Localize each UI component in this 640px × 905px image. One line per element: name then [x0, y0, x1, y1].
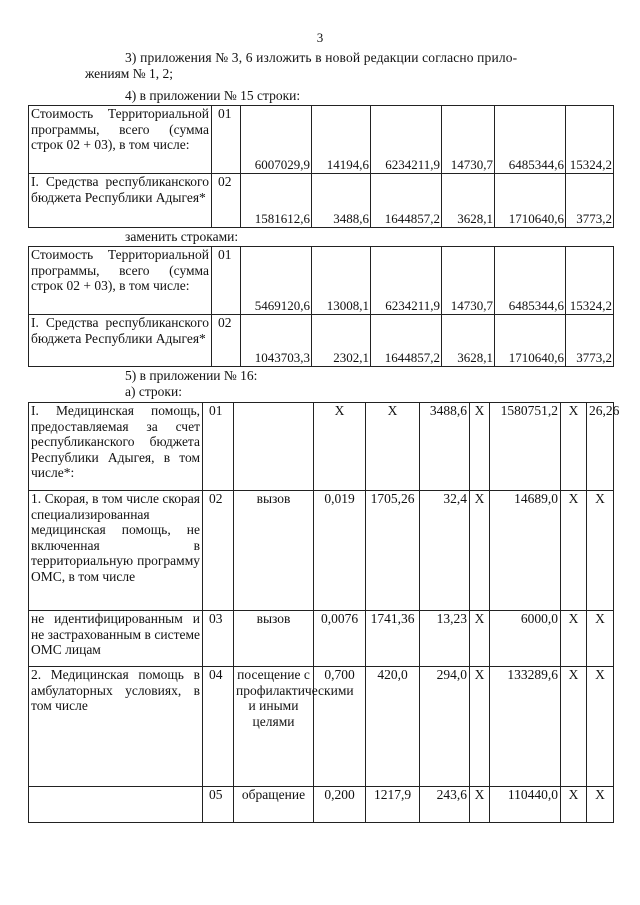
- table-row: [29, 247, 614, 315]
- cell-value: 14730,7: [442, 247, 495, 315]
- row-unit: вызов: [234, 611, 314, 667]
- cell-value: X: [561, 611, 587, 667]
- cell-value: X: [470, 611, 490, 667]
- paragraph-4: 4) в приложении № 15 строки:: [125, 88, 301, 103]
- cell-value: 0,019: [314, 491, 366, 611]
- cell-value: 13008,1: [312, 247, 371, 315]
- cell-value: 1043703,3: [241, 315, 312, 367]
- row-code: 05: [203, 787, 234, 823]
- cell-value: 6000,0: [490, 611, 561, 667]
- row-label: I. Медицинская помощь, предоставляемая за счет республиканского бюджета Республики Адыгея, в том числе*:: [29, 403, 203, 491]
- row-code: 02: [212, 315, 241, 367]
- cell-value: 1217,9: [366, 787, 420, 823]
- cell-value: 15324,2: [566, 247, 614, 315]
- cell-value: X: [561, 491, 587, 611]
- cell-value: X: [587, 491, 614, 611]
- cell-value: 14730,7: [442, 106, 495, 174]
- cell-value: X: [314, 403, 366, 491]
- cell-value: 6234211,9: [371, 106, 442, 174]
- cell-value: X: [470, 667, 490, 787]
- cell-value: 243,6: [420, 787, 470, 823]
- cell-value: X: [470, 403, 490, 491]
- cell-value: 6007029,9: [241, 106, 312, 174]
- cell-value: 3628,1: [442, 315, 495, 367]
- cell-value: X: [561, 787, 587, 823]
- cell-value: 3488,6: [420, 403, 470, 491]
- table-row: [29, 174, 614, 228]
- row-label: 1. Скорая, в том числе скорая специализированная медицинская помощь, не включенная в территориальную программу ОМС, в том числе: [29, 491, 203, 611]
- cell-value: 3773,2: [566, 315, 614, 367]
- cell-value: 1580751,2: [490, 403, 561, 491]
- cell-value: 0,200: [314, 787, 366, 823]
- cell-value: X: [470, 787, 490, 823]
- cell-value: 32,4: [420, 491, 470, 611]
- row-unit: [234, 403, 314, 491]
- cell-value: 26,26: [587, 403, 614, 491]
- cell-value: X: [561, 667, 587, 787]
- table-row: [29, 315, 614, 367]
- replace-with-label: заменить строками:: [125, 229, 239, 244]
- table-row: [29, 106, 614, 174]
- cell-value: 1710640,6: [495, 174, 566, 228]
- cell-value: 15324,2: [566, 106, 614, 174]
- paragraph-3: [85, 50, 585, 82]
- row-code: 02: [203, 491, 234, 611]
- row-label: I. Средства республиканского бюджета Республики Адыгея*: [29, 315, 212, 367]
- cell-value: 3628,1: [442, 174, 495, 228]
- row-code: 01: [212, 106, 241, 174]
- page-number: 3: [316, 30, 324, 45]
- cell-value: 1705,26: [366, 491, 420, 611]
- cell-value: 133289,6: [490, 667, 561, 787]
- table-row: [29, 403, 614, 491]
- row-label: не идентифицированным и не застрахованным в системе ОМС лицам: [29, 611, 203, 667]
- row-code: 01: [203, 403, 234, 491]
- cell-value: X: [587, 611, 614, 667]
- row-label: [29, 787, 203, 823]
- cell-value: X: [587, 667, 614, 787]
- row-code: 03: [203, 611, 234, 667]
- row-label: Стоимость Территориальной программы, всего (сумма строк 02 + 03), в том числе:: [29, 106, 212, 174]
- cell-value: 13,23: [420, 611, 470, 667]
- cell-value: X: [587, 787, 614, 823]
- cell-value: 6485344,6: [495, 247, 566, 315]
- row-label: Стоимость Территориальной программы, всего (сумма строк 02 + 03), в том числе:: [29, 247, 212, 315]
- row-unit: обращение: [234, 787, 314, 823]
- table-row: [29, 667, 614, 787]
- cell-value: 1741,36: [366, 611, 420, 667]
- row-code: 02: [212, 174, 241, 228]
- row-label: 2. Медицинская помощь в амбулаторных условиях, в том числе: [29, 667, 203, 787]
- table-row: [29, 491, 614, 611]
- row-code: 01: [212, 247, 241, 315]
- cell-value: 1644857,2: [371, 315, 442, 367]
- cell-value: 3773,2: [566, 174, 614, 228]
- cell-value: 0,700: [314, 667, 366, 787]
- table-row: [29, 787, 614, 823]
- cell-value: 6485344,6: [495, 106, 566, 174]
- appendix-15-new-rows-table: [28, 246, 614, 367]
- paragraph-3-line-1: 3) приложения № 3, 6 изложить в новой редакции согласно прило-: [125, 50, 518, 65]
- cell-value: 0,0076: [314, 611, 366, 667]
- cell-value: 14689,0: [490, 491, 561, 611]
- paragraph-5a: а) строки:: [125, 384, 182, 399]
- row-unit: вызов: [234, 491, 314, 611]
- appendix-15-old-rows-table: [28, 105, 614, 228]
- cell-value: X: [366, 403, 420, 491]
- cell-value: 1710640,6: [495, 315, 566, 367]
- cell-value: 1644857,2: [371, 174, 442, 228]
- row-label: I. Средства республиканского бюджета Республики Адыгея*: [29, 174, 212, 228]
- appendix-16-rows-table: [28, 402, 620, 823]
- cell-value: 1581612,6: [241, 174, 312, 228]
- cell-value: 5469120,6: [241, 247, 312, 315]
- cell-value: 294,0: [420, 667, 470, 787]
- paragraph-3-line-2: жениям № 1, 2;: [85, 66, 173, 81]
- table-row: [29, 611, 614, 667]
- cell-value: 14194,6: [312, 106, 371, 174]
- cell-value: 110440,0: [490, 787, 561, 823]
- cell-value: 6234211,9: [371, 247, 442, 315]
- row-code: 04: [203, 667, 234, 787]
- cell-value: X: [561, 403, 587, 491]
- cell-value: X: [470, 491, 490, 611]
- row-unit: посещение с профилактическими и иными целями: [234, 667, 314, 787]
- cell-value: 2302,1: [312, 315, 371, 367]
- paragraph-5: 5) в приложении № 16:: [125, 368, 258, 383]
- cell-value: 3488,6: [312, 174, 371, 228]
- cell-value: 420,0: [366, 667, 420, 787]
